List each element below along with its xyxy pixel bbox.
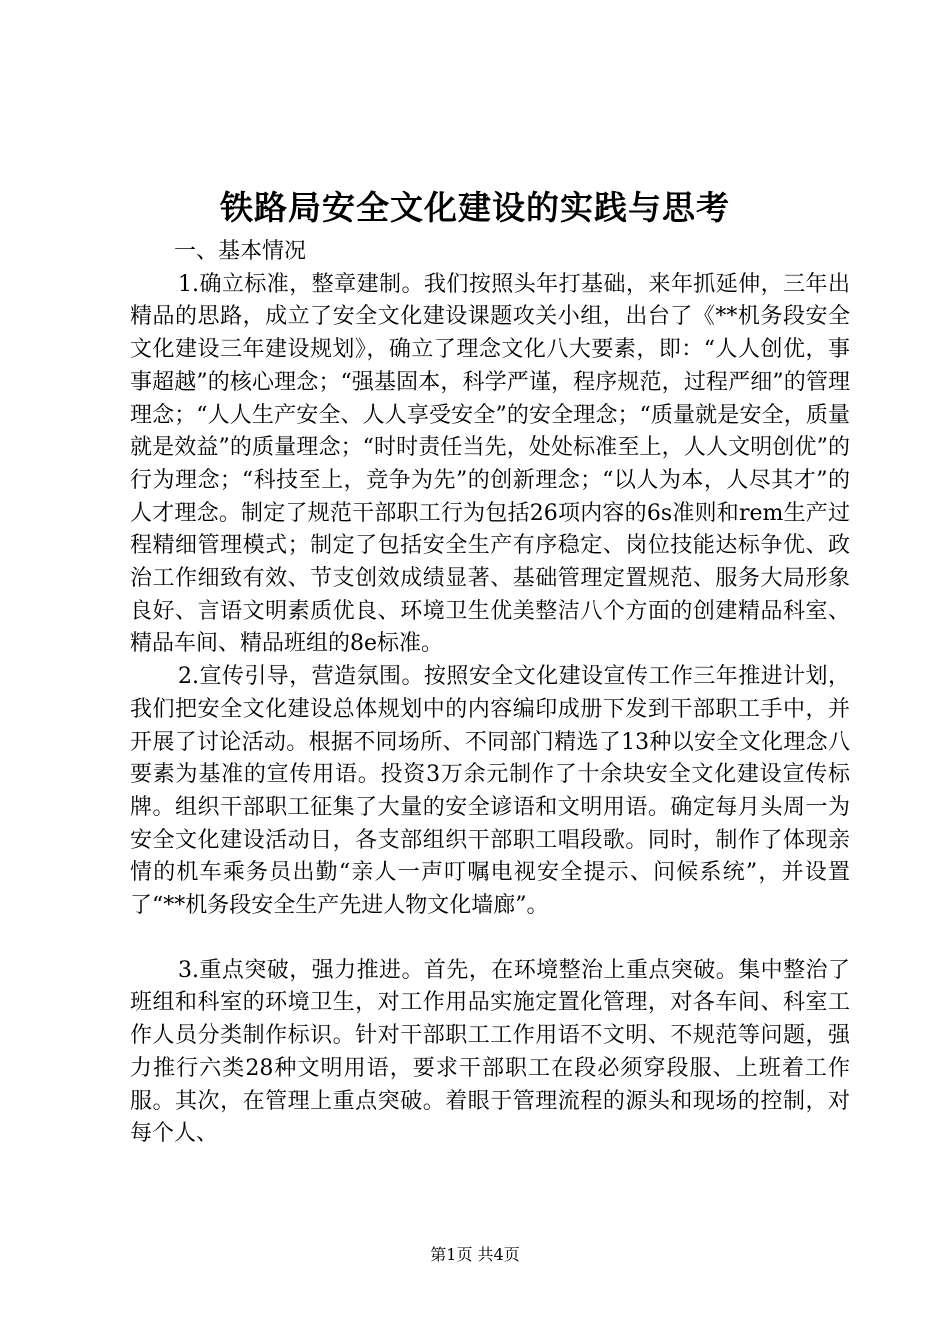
page-footer: 第1页 共4页	[430, 1245, 520, 1264]
document-body	[130, 236, 850, 1151]
paragraph-3: 3.重点突破，强力推进。首先，在环境整治上重点突破。集中整治了班组和科室的环境卫生，对工作用品实施定置化管理，对各车间、科室工作人员分类制作标识。针对干部职工工作用语不文明、不规范等问题，强力推行六类28种文明用语，要求干部职工在段必须穿段服、上班着工作服。其次，在管理上重点突破。着眼于管理流程的源头和现场的控制，对每个人、	[130, 957, 850, 1147]
section-heading: 一、基本情况	[174, 239, 307, 264]
document-title: 铁路局安全文化建设的实践与思考	[220, 188, 730, 227]
paragraph-1: 1.确立标准，整章建制。我们按照头年打基础，来年抓延伸，三年出精品的思路，成立了安全文化建设课题攻关小组，出台了《**机务段安全文化建设三年建设规划》，确立了理念文化八大要素，即：“人人创优，事事超越”的核心理念；“强基固本，科学严谨，程序规范，过程严细”的管理理念；“人人生产安全、人人享受安全”的安全理念；“质量就是安全，质量就是效益”的质量理念；“时时责任当先，处处标准至上，人人文明创优”的行为理念；“科技至上，竞争为先”的创新理念；“以人为本，人尽其才”的人才理念。制定了规范干部职工行为包括26项内容的6s准则和rem生产过程精细管理模式；制定了包括安全生产有序稳定、岗位技能达标争优、政治工作细致有效、节支创效成绩显著、基础管理定置规范、服务大局形象良好、言语文明素质优良、环境卫生优美整洁八个方面的创建精品科室、精品车间、精品班组的8e标准。	[130, 271, 850, 657]
paragraph-gap	[130, 923, 850, 955]
paragraph-2: 2.宣传引导，营造氛围。按照安全文化建设宣传工作三年推进计划，我们把安全文化建设总体规划中的内容编印成册下发到干部职工手中，并开展了讨论活动。根据不同场所、不同部门精选了13种以安全文化理念八要素为基准的宣传用语。投资3万余元制作了十余块安全文化建设宣传标牌。组织干部职工征集了大量的安全谚语和文明用语。确定每月头周一为安全文化建设活动日，各支部组织干部职工唱段歌。同时，制作了体现亲情的机车乘务员出勤“亲人一声叮嘱电视安全提示、问候系统”，并设置了“**机务段安全生产先进人物文化墙廊”。	[130, 664, 850, 919]
